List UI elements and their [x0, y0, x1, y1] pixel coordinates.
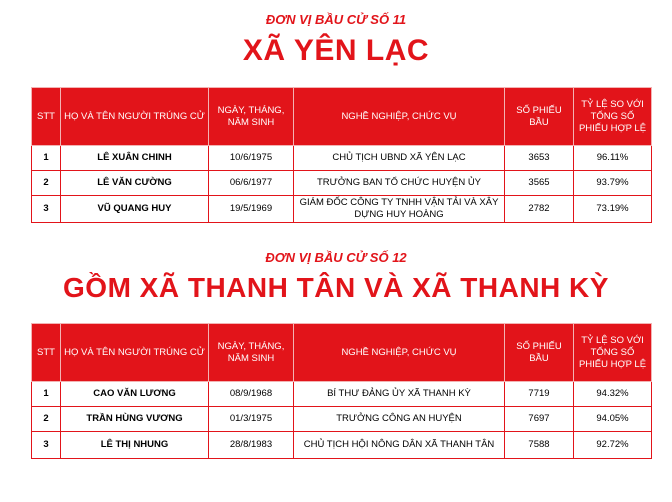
unit-title-11: ĐƠN VỊ BẦU CỬ SỐ 11	[265, 12, 407, 27]
unit-title-12: ĐƠN VỊ BẦU CỬ SỐ 12	[265, 250, 407, 265]
header-dob: NGÀY, THÁNG, NĂM SINH	[209, 88, 294, 146]
header-name: HỌ VÀ TÊN NGƯỜI TRÚNG CỬ	[61, 324, 209, 382]
results-table-12	[31, 323, 652, 459]
cell-stt: 1	[32, 382, 61, 407]
table-row	[32, 407, 652, 432]
cell-stt: 2	[32, 171, 61, 196]
cell-stt: 3	[32, 196, 61, 223]
header-job: NGHỀ NGHIỆP, CHỨC VỤ	[294, 324, 505, 382]
cell-pct: 96.11%	[574, 146, 652, 171]
cell-dob: 01/3/1975	[209, 407, 294, 432]
commune-title-yen-lac: XÃ YÊN LẠC	[242, 34, 430, 67]
header-stt: STT	[32, 88, 61, 146]
table-row	[32, 171, 652, 196]
header-votes: SỐ PHIẾU BẦU	[505, 88, 574, 146]
header-pct: TỶ LỆ SO VỚI TỔNG SỐ PHIẾU HỢP LỆ	[574, 88, 652, 146]
table-header-row	[32, 88, 652, 146]
header-name: HỌ VÀ TÊN NGƯỜI TRÚNG CỬ	[61, 88, 209, 146]
cell-name: VŨ QUANG HUY	[61, 196, 209, 223]
cell-dob: 28/8/1983	[209, 432, 294, 459]
cell-votes: 7719	[505, 382, 574, 407]
cell-dob: 19/5/1969	[209, 196, 294, 223]
table-row	[32, 196, 652, 223]
cell-job: CHỦ TỊCH HỘI NÔNG DÂN XÃ THANH TÂN	[294, 432, 505, 459]
cell-job: GIÁM ĐỐC CÔNG TY TNHH VẬN TẢI VÀ XÂY DỰNG HUY HOÀNG	[294, 196, 505, 223]
header-stt: STT	[32, 324, 61, 382]
cell-votes: 7588	[505, 432, 574, 459]
cell-pct: 92.72%	[574, 432, 652, 459]
table-row	[32, 382, 652, 407]
cell-pct: 73.19%	[574, 196, 652, 223]
cell-name: CAO VĂN LƯƠNG	[61, 382, 209, 407]
cell-dob: 10/6/1975	[209, 146, 294, 171]
commune-title-thanh-tan-thanh-ky: GỒM XÃ THANH TÂN VÀ XÃ THANH KỲ	[63, 272, 609, 303]
header-votes: SỐ PHIẾU BẦU	[505, 324, 574, 382]
cell-job: TRƯỞNG BAN TỔ CHỨC HUYỆN ỦY	[294, 171, 505, 196]
cell-pct: 93.79%	[574, 171, 652, 196]
table-row	[32, 146, 652, 171]
cell-stt: 1	[32, 146, 61, 171]
cell-votes: 3565	[505, 171, 574, 196]
cell-job: CHỦ TỊCH UBND XÃ YÊN LẠC	[294, 146, 505, 171]
header-dob: NGÀY, THÁNG, NĂM SINH	[209, 324, 294, 382]
cell-dob: 06/6/1977	[209, 171, 294, 196]
cell-name: TRẦN HÙNG VƯƠNG	[61, 407, 209, 432]
table-header-row	[32, 324, 652, 382]
results-table-11	[31, 87, 652, 223]
cell-name: LÊ VĂN CƯỜNG	[61, 171, 209, 196]
cell-name: LÊ THỊ NHUNG	[61, 432, 209, 459]
table-row	[32, 432, 652, 459]
cell-job: TRƯỞNG CÔNG AN HUYỆN	[294, 407, 505, 432]
cell-pct: 94.32%	[574, 382, 652, 407]
cell-stt: 2	[32, 407, 61, 432]
header-job: NGHỀ NGHIỆP, CHỨC VỤ	[294, 88, 505, 146]
cell-job: BÍ THƯ ĐẢNG ỦY XÃ THANH KỲ	[294, 382, 505, 407]
header-pct: TỶ LỆ SO VỚI TỔNG SỐ PHIẾU HỢP LỆ	[574, 324, 652, 382]
cell-votes: 2782	[505, 196, 574, 223]
cell-dob: 08/9/1968	[209, 382, 294, 407]
cell-votes: 3653	[505, 146, 574, 171]
cell-stt: 3	[32, 432, 61, 459]
cell-name: LÊ XUÂN CHINH	[61, 146, 209, 171]
cell-votes: 7697	[505, 407, 574, 432]
cell-pct: 94.05%	[574, 407, 652, 432]
